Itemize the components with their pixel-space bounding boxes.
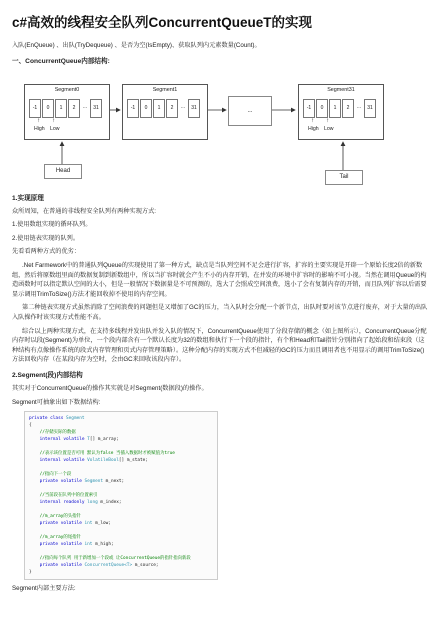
code-comment: //m_array的头指针 (29, 514, 81, 520)
code-comment: //存储实际的数据 (29, 430, 76, 436)
segment-title: Segment0 (54, 86, 80, 93)
code-line (29, 471, 213, 478)
code-text: m_high; (92, 542, 114, 548)
code-text (29, 507, 32, 512)
code-line (29, 492, 213, 499)
low-arrow-icon: ↑ (326, 117, 329, 124)
code-line (29, 506, 213, 513)
code-line (29, 541, 213, 548)
code-line (29, 513, 213, 520)
code-comment: //表示该位置是否可用 默认为false 当插入数据时才被赋值为true (29, 451, 175, 457)
intro-text: 入队(EnQueue) 、出队(TryDequeue) 、是否为空(IsEmpty)、获取队列内元素数量(Count)。 (12, 42, 261, 49)
code-text (29, 549, 32, 554)
code-keyword: internal volatile (29, 458, 88, 464)
code-line (29, 520, 213, 527)
code-line (29, 450, 213, 457)
segment-0 (24, 84, 110, 140)
code-text: [] m_array; (89, 437, 119, 443)
paragraph: 先看看两种方式的优劣： (12, 248, 81, 256)
paragraph: 众所周知，在普通的非线程安全队列有两种实现方式: (12, 207, 157, 215)
array-slot: 0 (316, 99, 328, 118)
tail-pointer-box: Tail (325, 170, 363, 185)
code-line (29, 429, 213, 436)
array-slot-ellipsis: ... (355, 99, 363, 116)
code-line (29, 415, 213, 422)
paragraph: 综合以上两种实现方式，在支持多线程并发出队并发入队的情况下，ConcurrentQueue使用了分段存储的概念（如上图所示），ConcurrentQueue分配内存时以段(Segment)为单位，一个段内部含有一个默认长度为32的数组和执行下一个段的指针，有个和Head和Tail指针分别指向了起始段和结束段（这种结构有点像操作系统的段式内存管理和页式内存管理策略）。这种分配内存的实现方式不但减轻的GC的压力而且调用者也不用显示的调用TrimToSize()方法回收内存（在某段内存为空时，会由GC来回收该段内存）。 (12, 327, 427, 364)
code-text (29, 486, 32, 491)
low-label: Low (324, 125, 334, 132)
code-line (29, 527, 213, 534)
low-arrow-icon: ↑ (52, 117, 55, 124)
segment-31 (298, 84, 384, 140)
high-label: High (34, 125, 45, 132)
code-comment: //当前段在队列中的位置索引 (29, 493, 98, 499)
code-line (29, 436, 213, 443)
array-slot: -1 (127, 99, 139, 118)
page-title: c#高效的线程安全队列ConcurrentQueueT的实现 (12, 15, 313, 30)
code-line (29, 499, 213, 506)
paragraph: 2.使用链表实现的队列。 (12, 234, 80, 242)
code-text: [] m_state; (118, 458, 148, 464)
code-line (29, 548, 213, 555)
array-slot-ellipsis: ... (179, 99, 187, 116)
array-slot: 2 (342, 99, 354, 118)
high-arrow-icon: ↑ (37, 117, 40, 124)
code-line (29, 457, 213, 464)
segment-title: Segment31 (327, 86, 355, 93)
paragraph: 1.使用数组实现的循环队列。 (12, 221, 92, 229)
code-keyword: private volatile (29, 563, 85, 569)
code-type: VolatileBool (87, 458, 119, 464)
code-keyword: internal readonly (29, 500, 88, 506)
code-type: int (84, 542, 93, 548)
code-text (29, 528, 32, 533)
code-line (29, 562, 213, 569)
code-line (29, 569, 213, 576)
code-block (24, 411, 218, 580)
array-slot-ellipsis: ... (81, 99, 89, 116)
code-line (29, 555, 213, 562)
code-type: Segment (84, 479, 104, 485)
code-comment: //m_array的尾指针 (29, 535, 81, 541)
segment-ellipsis: ... (228, 96, 272, 126)
code-keyword: private volatile (29, 479, 85, 485)
head-pointer-box: Head (44, 164, 82, 179)
code-keyword: private class (29, 416, 67, 422)
code-line (29, 485, 213, 492)
code-text: m_low; (92, 521, 111, 527)
code-keyword: internal volatile (29, 437, 88, 443)
paragraph: .Net Farmework中的普通队列Queue的实现使用了第一种方式，缺点是当队列空间不足会进行扩容，扩容的主要实现是开辟一个原始长度2倍的新数组，然后将原数组里面的数据复制到新数组中，所以当扩容时就会产生不小的内存开销，在并发的环境中扩容时的影响不可小视。当然在调用Queue的构造函数时可以指定默认空间的大小，但是一般情况下数据量是不可预测的，选大了会照成空间浪费，选小了会有复制内存的开销，而且队列扩容以后需要显示调用TrimToSize()方法才能回收掉不使用的内存空间。 (12, 261, 427, 298)
code-keyword: private volatile (29, 542, 85, 548)
array-slot: 2 (68, 99, 80, 118)
code-line (29, 534, 213, 541)
code-line (29, 443, 213, 450)
array-slot: 31 (188, 99, 200, 118)
paragraph: Segment内部主要方法: (12, 585, 76, 593)
segment-1 (122, 84, 208, 140)
code-text (29, 465, 32, 470)
paragraph: Segment可抽象出如下数据结构: (12, 398, 101, 406)
code-type: ConcurrentQueue<T> (84, 563, 133, 569)
array-slot: -1 (29, 99, 41, 118)
slot-row (303, 99, 377, 118)
array-slot: 1 (55, 99, 67, 118)
array-slot: 31 (90, 99, 102, 118)
slot-row (29, 99, 103, 118)
code-comment: //指向每个队列 用于新增加一个段或 让ConcurrentQueue的指针指向新段 (29, 556, 191, 562)
subheading-segment: 2.Segment(段)内部结构 (12, 371, 83, 379)
code-type: Segment (66, 416, 85, 422)
subheading-principle: 1.实现原理 (12, 194, 44, 202)
code-text: { (29, 423, 32, 429)
code-keyword: private volatile (29, 521, 85, 527)
high-label: High (308, 125, 319, 132)
code-line (29, 478, 213, 485)
code-text: m_next; (103, 479, 125, 485)
array-slot: 1 (329, 99, 341, 118)
high-arrow-icon: ↑ (311, 117, 314, 124)
array-slot: 1 (153, 99, 165, 118)
code-type: long (87, 500, 98, 506)
code-comment: //指向下一个段 (29, 472, 72, 478)
segment-diagram (10, 70, 430, 184)
paragraph: 第二种链表实现方式虽然消除了空间浪费的问题但是又增加了GC的压力，当入队时会分配一个新节点，出队时要对该节点进行废弃，对于大量的出队入队操作时该实现方式性能不高。 (12, 304, 428, 321)
array-slot: -1 (303, 99, 315, 118)
paragraph: 其实对于ConcurrentQueue的操作其实就是对Segment(数据段)的操作。 (12, 384, 208, 392)
array-slot: 0 (42, 99, 54, 118)
array-slot: 0 (140, 99, 152, 118)
code-text: m_source; (132, 563, 159, 569)
code-line (29, 422, 213, 429)
code-text (29, 444, 32, 449)
array-slot: 31 (364, 99, 376, 118)
code-type: T (87, 437, 90, 443)
code-line (29, 464, 213, 471)
array-slot: 2 (166, 99, 178, 118)
code-type: int (84, 521, 93, 527)
slot-row (127, 99, 201, 118)
section-heading-structure: 一、ConcurrentQueue内部结构: (12, 57, 110, 65)
segment-title: Segment1 (152, 86, 178, 93)
code-text: } (29, 570, 32, 576)
low-label: Low (50, 125, 60, 132)
code-text: m_index; (97, 500, 122, 506)
